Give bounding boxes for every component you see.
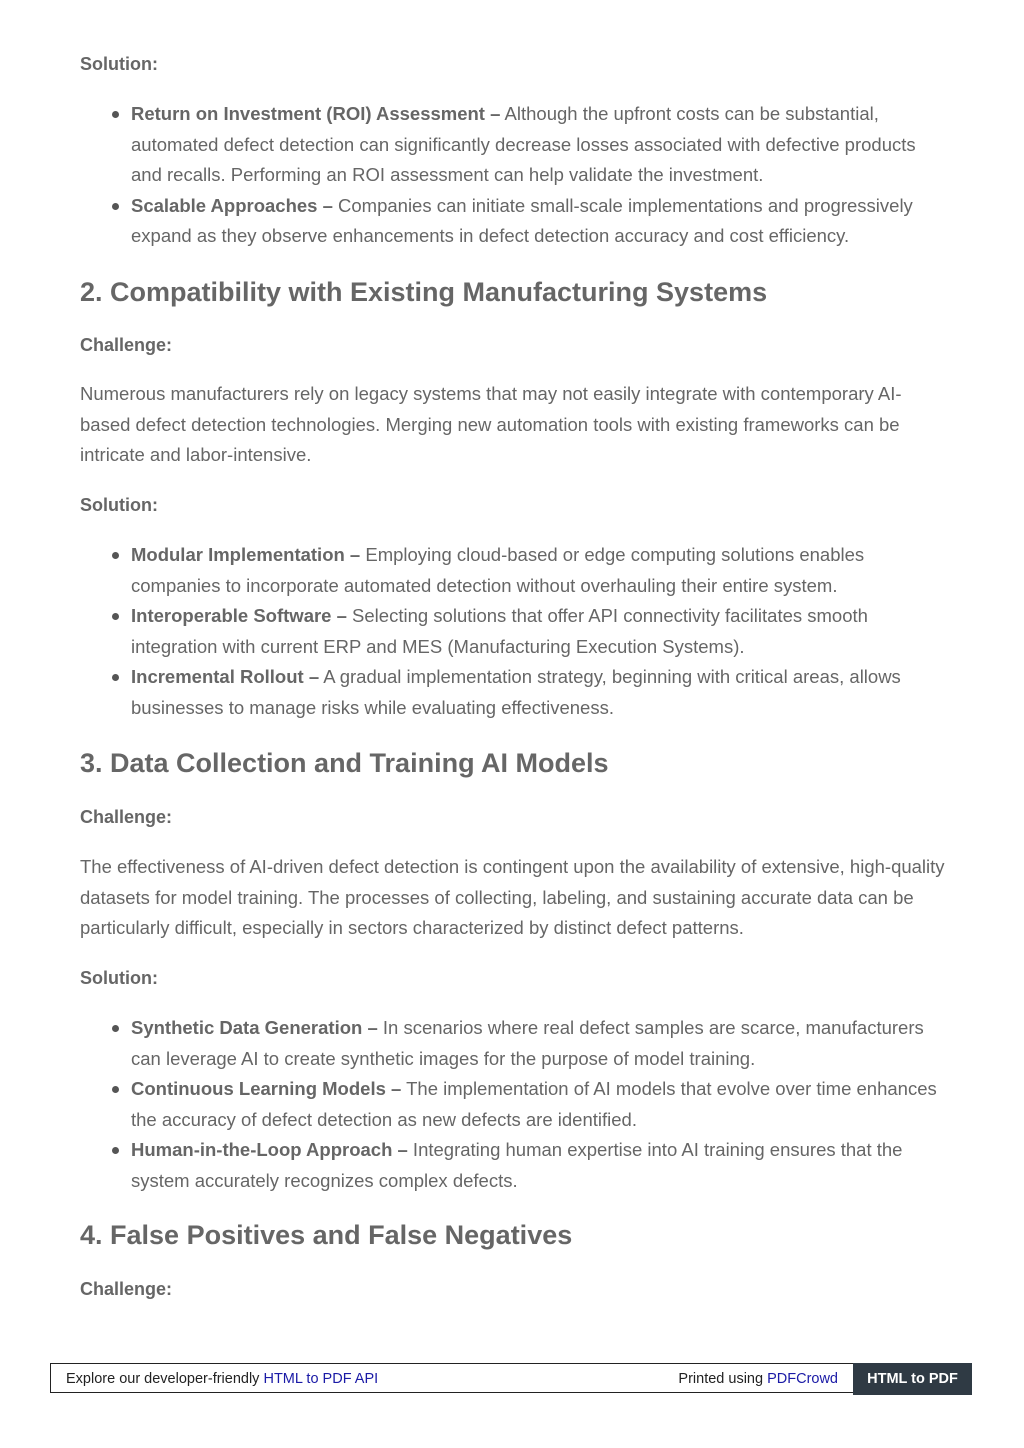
footer-explore [66, 1371, 378, 1387]
footer-printed [678, 1371, 838, 1387]
bullet-text: In scenarios where real defect samples are scarce, manufacturers can leverage AI to create synthetic images for the purpose of model training. [131, 1017, 924, 1069]
solution-list [80, 1013, 946, 1196]
section-heading: 4. False Positives and False Negatives [80, 1220, 573, 1250]
list-item [131, 601, 946, 662]
bullet-term: Modular Implementation – [131, 544, 361, 565]
challenge-paragraph: Numerous manufacturers rely on legacy systems that may not easily integrate with contemporary AI-based defect detection technologies. Merging new automation tools with existing frameworks can be intricate and labor-intensive. [80, 383, 902, 465]
list-item [131, 1013, 946, 1074]
bullet-term: Scalable Approaches – [131, 194, 333, 216]
html-to-pdf-badge[interactable]: HTML to PDF [853, 1363, 972, 1395]
section-heading: 3. Data Collection and Training AI Models [80, 748, 609, 778]
challenge-label: Challenge: [80, 1279, 173, 1299]
bullet-text: Companies can initiate small-scale implementations and progressively expand as they observe enhancements in defect detection accuracy and cost efficiency. [131, 194, 913, 246]
bullet-text: Although the upfront costs can be substantial, automated defect detection can significantly decrease losses associated with defective products and recalls. Performing an ROI assessment can help validate the investment. [131, 103, 916, 185]
solution-list [80, 99, 946, 252]
challenge-label: Challenge: [80, 807, 173, 827]
bullet-text: Integrating human expertise into AI training ensures that the system accurately recognizes complex defects. [131, 1139, 903, 1191]
solution-label: Solution: [80, 54, 158, 74]
list-item [131, 1074, 946, 1135]
pdfcrowd-link[interactable]: PDFCrowd [767, 1371, 838, 1387]
solution-list [80, 540, 946, 723]
section-heading: 2. Compatibility with Existing Manufacturing Systems [80, 277, 768, 307]
bullet-term: Interoperable Software – [131, 605, 347, 626]
bullet-term: Synthetic Data Generation – [131, 1017, 378, 1038]
challenge-paragraph: The effectiveness of AI-driven defect detection is contingent upon the availability of extensive, high-quality datasets for model training. The processes of collecting, labeling, and sustaining accurate data can be particularly difficult, especially in sectors characterized by distinct defect patterns. [80, 856, 945, 938]
bullet-term: Incremental Rollout – [131, 666, 320, 687]
bullet-term: Return on Investment (ROI) Assessment – [131, 103, 501, 124]
list-item [131, 662, 946, 723]
solution-label: Solution: [80, 495, 158, 515]
list-item [131, 1135, 946, 1196]
bullet-term: Human-in-the-Loop Approach – [131, 1139, 408, 1160]
list-item [131, 540, 946, 601]
footer-printed-text: Printed using [678, 1371, 768, 1387]
list-item [131, 99, 946, 191]
pdf-footer [50, 1363, 972, 1393]
bullet-text: Employing cloud-based or edge computing solutions enables companies to incorporate automated detection without overhauling their entire system. [131, 544, 865, 596]
bullet-text: The implementation of AI models that evolve over time enhances the accuracy of defect detection as new defects are identified. [131, 1078, 937, 1130]
bullet-text: A gradual implementation strategy, beginning with critical areas, allows businesses to manage risks while evaluating effectiveness. [131, 666, 901, 718]
list-item [131, 191, 946, 252]
footer-explore-text: Explore our developer-friendly [66, 1371, 264, 1387]
bullet-text: Selecting solutions that offer API connectivity facilitates smooth integration with current ERP and MES (Manufacturing Execution Systems). [131, 605, 868, 657]
html-to-pdf-api-link[interactable]: HTML to PDF API [263, 1371, 379, 1387]
solution-label: Solution: [80, 968, 158, 988]
challenge-label: Challenge: [80, 335, 173, 355]
bullet-term: Continuous Learning Models – [131, 1078, 402, 1099]
